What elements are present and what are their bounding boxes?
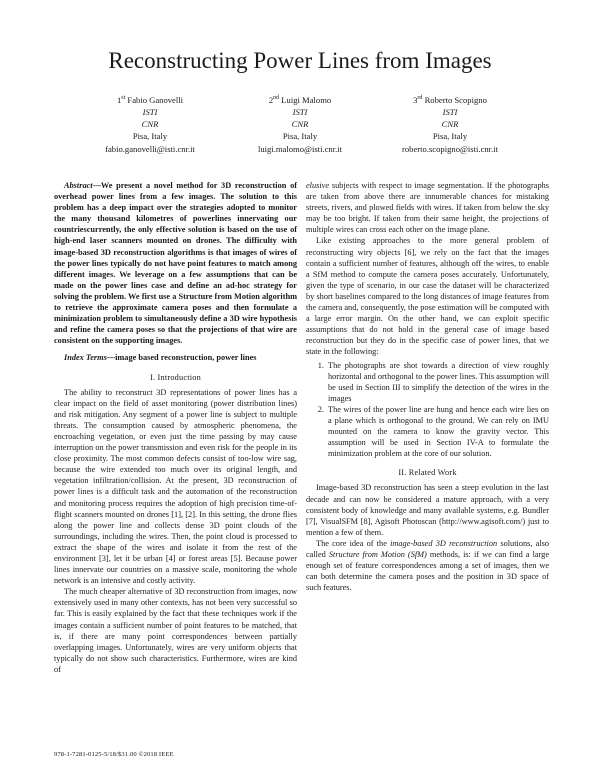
author-name-line: 3rd Roberto Scopigno bbox=[413, 94, 487, 105]
author-name-line: 1st Fabio Ganovelli bbox=[116, 94, 184, 105]
intro-paragraph-2: The much cheaper alternative of 3D reconstruction from images, now extensively used in many other contexts, has not been very successful so far. This is easily explained by the fact that these techniques work if the images contain a sufficient number of point features to be matched, that is, if there are many point correspondences between partially overlapping images. Unfortunately, wires are very uniform objects that typically do not show such characteristics. Furthermore, wires are kind of bbox=[54, 587, 297, 674]
right-column bbox=[306, 180, 549, 593]
author-org: CNR bbox=[291, 119, 309, 130]
assumptions-list bbox=[306, 360, 549, 460]
author-name: Roberto Scopigno bbox=[424, 94, 487, 105]
author-dept: ISTI bbox=[442, 107, 458, 118]
paper-title: Reconstructing Power Lines from Images bbox=[108, 48, 492, 73]
index-terms: Index Terms—image based reconstruction, power lines bbox=[64, 353, 257, 363]
author-email[interactable]: roberto.scopigno@isti.cnr.it bbox=[402, 143, 498, 154]
author-dept: ISTI bbox=[292, 107, 308, 118]
list-item: 2. The wires of the power line are hung and hence each wire lies on a plane which is orthogonal to the ground. We can rely on IMU mounted on the camera to know the gravity vector. This assumption will be used in Section IV-A to formulate the minimization problem at the core of our solution. bbox=[326, 404, 549, 459]
intro-paragraph-2-continued: elusive subjects with respect to image segmentation. If the photographs are taken from above there are innumerable chances for mistaking streets, rivers, and plowed fields with wires. If taken from below the sky may be too bright. If taken from their same height, the projections of multiple wires can cross each other on the image plane. bbox=[306, 181, 549, 235]
related-paragraph-2: The core idea of the image-based 3D reconstruction solutions, also called Structure from Motion (SfM) methods, is: if we can find a large enough set of feature correspondences among a set of images, then we can both determine the camera poses and the position in 3D space of such features. bbox=[306, 538, 550, 593]
author-org: CNR bbox=[441, 119, 459, 130]
list-item: 1. The photographs are shot towards a direction of view roughly horizontal and orthogonal to the power lines. This assumption will be used in Section III to simplify the detection of the wires in the images bbox=[326, 360, 549, 404]
abstract: Abstract—We present a novel method for 3D reconstruction of overhead power lines from a few images. The solution to this problem has a deep impact over the strategies adopted to monitor the many thousand kilometres of powerlines innervating our countriescurrently, the only effective solution is based on the use of high-end laser scanners mounted on drones. The difficulty with image-based 3D reconstruction algorithms is that images of wires of the power lines typically do not have point features to match among different images. We leverage on a few assumptions that can be made on the power lines case and define an ad-hoc strategy for solving the problem. We first use a Structure from Motion algorithm to retrieve the approximate camera poses and then formulate a minimization problem to simultaneously define a 3D wire hypothesis and refine the camera poses so that the projections of that wire are consistent on the supporting images. bbox=[54, 181, 297, 346]
author-name-line: 2nd Luigi Malomo bbox=[268, 94, 332, 105]
author-location: Pisa, Italy bbox=[282, 131, 318, 142]
section-heading-related-work: II. Related Work bbox=[398, 468, 457, 478]
index-terms-label: Index Terms bbox=[64, 353, 107, 363]
index-terms-text: image based reconstruction, power lines bbox=[115, 353, 257, 363]
related-paragraph-1: Image-based 3D reconstruction has seen a steep evolution in the last decade and can now be considered a mature approach, with a very consistent body of knowledge and many available systems, e.g. Bundler [7], VisualSFM [8], Agisoft Photoscan (http://www.agisoft.com/) just to mention a few of them. bbox=[306, 483, 549, 537]
copyright-footer: 978-1-7281-0125-5/18/$31.00 ©2018 IEEE bbox=[54, 751, 174, 758]
intro-paragraph-3: Like existing approaches to the more general problem of reconstructing wiry objects [6], we rely on the fact that the images contain a sufficient number of features, although off the wires, to enable a SfM method to compute the camera poses accurately. Unfortunately, given the type of scenario, in our case the dataset will be characterized by short baselines compared to the long distances of image features from the camera and, consequently, the pose estimation will be computed with a large error margin. On the other hand, we can exploit specific assumptions that do not hold in the general case of image based reconstruction but they do in the specific case of power lines, that we state in the following: bbox=[306, 236, 549, 357]
left-column bbox=[54, 180, 297, 675]
intro-paragraph-1: The ability to reconstruct 3D representations of power lines has a clear impact on the field of asset monitoring (power distribution lines) and risk mitigation. Any segment of a power line is subject to multiple threats. The consumption caused by atmospheric phenomena, the encroaching vegetation, or even just the time passing by may cause interruption on the power transmission and even risk for the people in its close proximity. The most common defects consist of too-low wire sag, because the wire extended too much over its original length, and vegetation infiltration/collision. At the present, 3D reconstruction of power lines is a difficult task and the automation of the reconstruction and monitoring process requires the adoption of high precision time-of-flight scanners mounted on drones [1], [2]. In this setting, the drone flies along the power line and collects dense 3D point clouds of the surroundings, including the wires. Then, the point cloud is processed to extract the shape of the wires and isolate it from the rest of the environment [3], let it be urban [4] or forest areas [5]. Because power lines innervate our countries on a massive scale, monitoring the whole network is an intensive and costly activity. bbox=[54, 387, 297, 586]
author-location: Pisa, Italy bbox=[432, 131, 468, 142]
author-block-3 bbox=[360, 92, 540, 155]
author-email[interactable]: fabio.ganovelli@isti.cnr.it bbox=[105, 143, 195, 154]
section-heading-introduction: I. Introduction bbox=[150, 372, 201, 382]
abstract-text: We present a novel method for 3D reconstruction of overhead power lines from a few images. The solution to this problem has a deep impact over the strategies adopted to monitor the many thousand kilometres of powerlines innervating our countriescurrently, the only effective solution is based on the use of high-end laser scanners mounted on drones. The difficulty with image-based 3D reconstruction algorithms is that images of wires of the power lines typically do not have point features to match among different images. We leverage on a few assumptions that can be made on the power lines case and define an ad-hoc strategy for solving the problem. We first use a Structure from Motion algorithm to retrieve the approximate camera poses and then formulate a minimization problem to simultaneously define a 3D wire hypothesis and refine the camera poses so that the projections of that wire are consistent on the supporting images. bbox=[54, 181, 297, 346]
author-name: Fabio Ganovelli bbox=[127, 94, 184, 105]
abstract-label: Abstract bbox=[64, 181, 93, 190]
author-name: Luigi Malomo bbox=[281, 94, 332, 105]
author-dept: ISTI bbox=[142, 107, 158, 118]
author-location: Pisa, Italy bbox=[132, 131, 168, 142]
author-email[interactable]: luigi.malomo@isti.cnr.it bbox=[257, 143, 343, 154]
author-org: CNR bbox=[141, 119, 159, 130]
